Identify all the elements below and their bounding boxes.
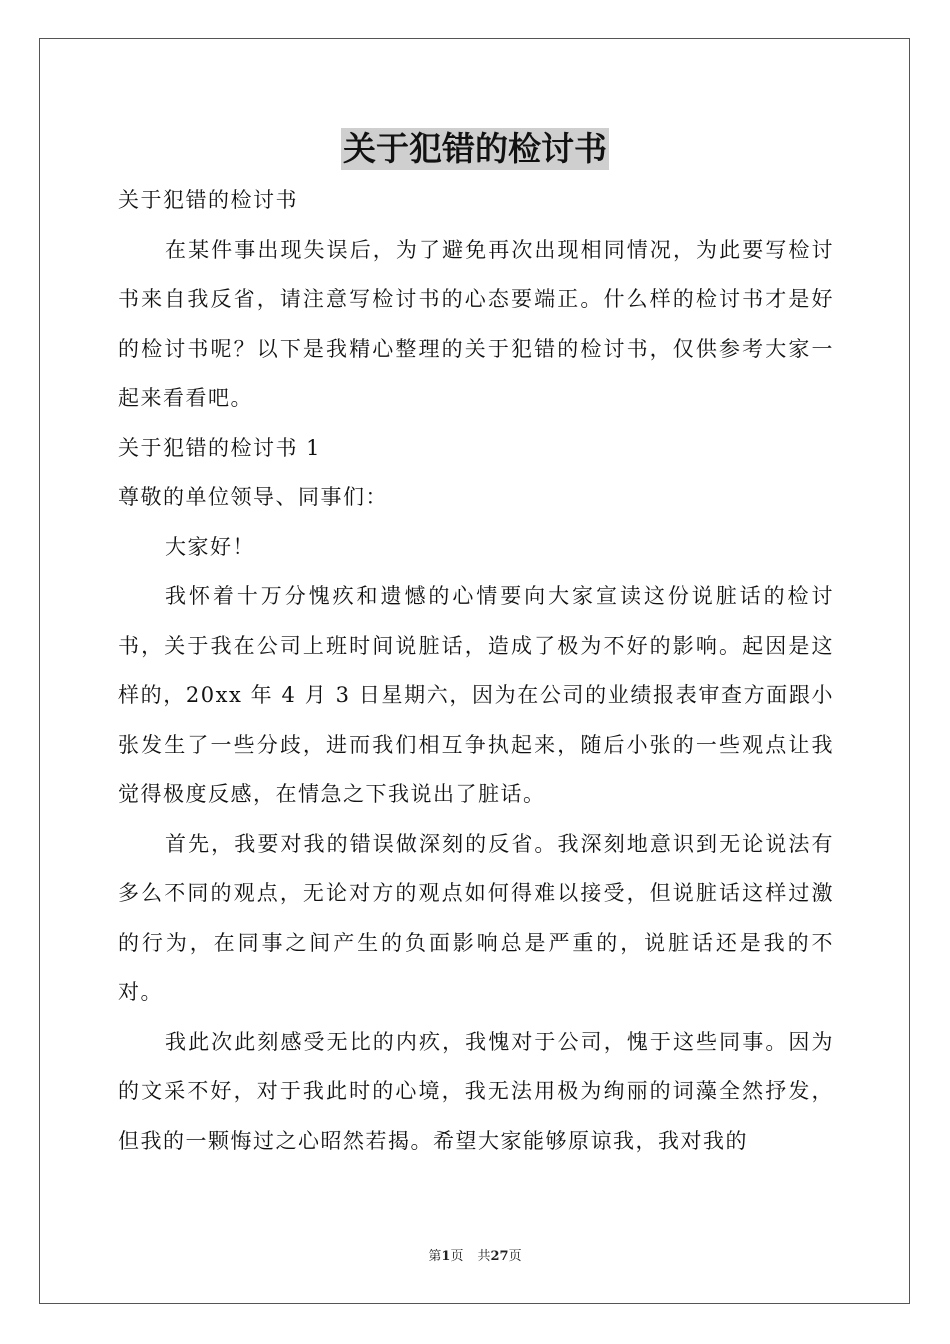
page-footer <box>0 1245 950 1264</box>
paragraph: 首先，我要对我的错误做深刻的反省。我深刻地意识到无论说法有多么不同的观点，无论对方的观点如何得难以接受，但说脏话这样过激的行为，在同事之间产生的负面影响总是严重的，说脏话还是我的不对。 <box>118 831 834 1004</box>
document-body <box>118 176 834 1166</box>
salutation: 尊敬的单位领导、同事们： <box>118 485 388 509</box>
title-container <box>0 128 950 170</box>
paragraph: 在某件事出现失误后，为了避免再次出现相同情况，为此要写检讨书来自我反省，请注意写检讨书的心态要端正。什么样的检讨书才是好的检讨书呢？以下是我精心整理的关于犯错的检讨书，仅供参考大家一起来看看吧。 <box>118 237 834 410</box>
paragraph: 我怀着十万分愧疚和遗憾的心情要向大家宣读这份说脏话的检讨书，关于我在公司上班时间说脏话，造成了极为不好的影响。起因是这样的，20xx 年 4 月 3 日星期六，因为在公司的业绩报表审查方面跟小张发生了一些分歧，进而我们相互争执起来，随后小张的一些观点让我觉得极度反感，在情急之下我说出了脏话。 <box>118 584 834 806</box>
section-heading: 关于犯错的检讨书 1 <box>118 435 322 460</box>
document-title: 关于犯错的检讨书 <box>343 129 607 168</box>
greeting: 大家好！ <box>165 534 255 559</box>
total-pages: 27 <box>490 1249 509 1264</box>
page-number: 1 <box>441 1249 451 1264</box>
page-suffix: 页 <box>450 1249 464 1264</box>
page-prefix: 第 <box>428 1249 442 1264</box>
paragraph: 我此次此刻感受无比的内疚，我愧对于公司，愧于这些同事。因为的文采不好，对于我此时的心境，我无法用极为绚丽的词藻全然抒发，但我的一颗悔过之心昭然若揭。希望大家能够原谅我，我对我的 <box>118 1029 834 1153</box>
total-suffix: 页 <box>508 1249 522 1264</box>
total-prefix: 共 <box>477 1249 491 1264</box>
paragraph: 关于犯错的检讨书 <box>118 188 298 212</box>
